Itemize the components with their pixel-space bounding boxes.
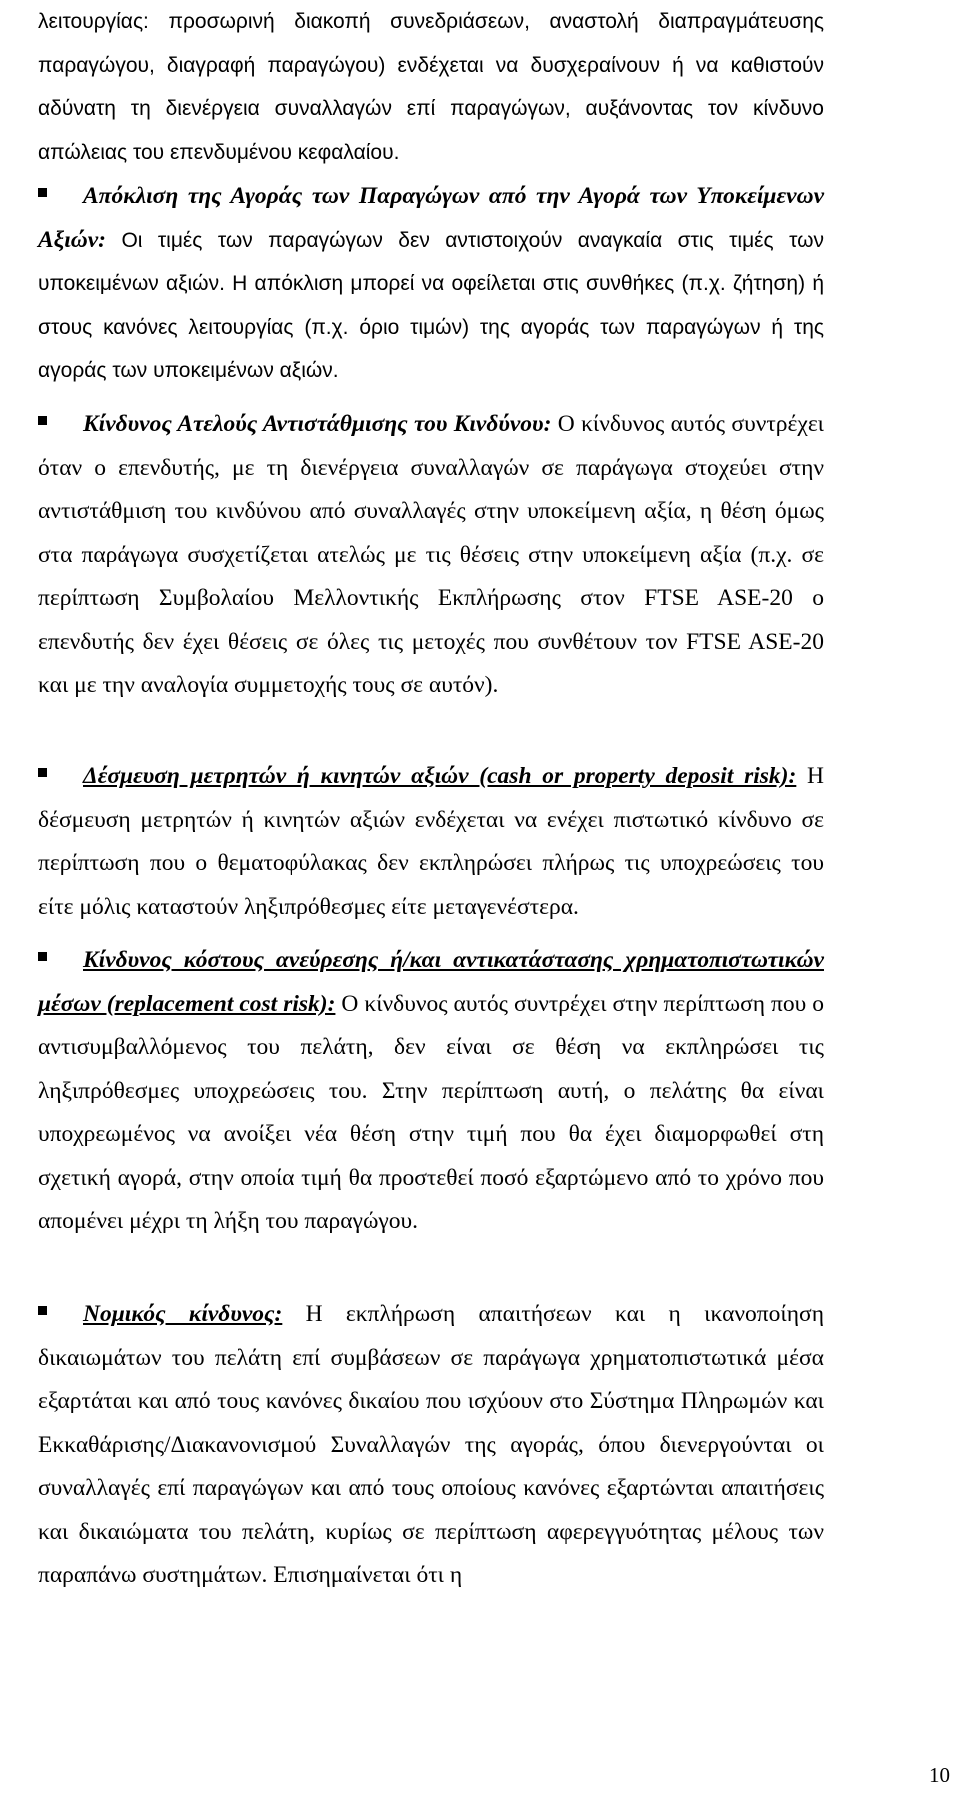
- list-item: [38, 175, 824, 393]
- intro-paragraph: λειτουργίας: προσωρινή διακοπή συνεδριάσεων, αναστολή διαπραγμάτευσης παραγώγου, διαγραφή παραγώγου) ενδέχεται να δυσχεραίνουν ή να καθιστούν αδύνατη τη διενέργεια συναλλαγών επί παραγώγων, αυξάνοντας τον κίνδυνο απώλειας του επενδυμένου κεφαλαίου.: [38, 10, 824, 164]
- list-item: [38, 755, 824, 929]
- item-body: Ο κίνδυνος αυτός συντρέχει όταν ο επενδυτής, με τη διενέργεια συναλλαγών σε παράγωγα στοχεύει στην αντιστάθμιση του κινδύνου από συναλλαγές στην υποκείμενη αξία, η θέση όμως στα παράγωγα συσχετίζεται ατελώς με τις θέσεις στην υποκείμενη αξία (π.χ. σε περίπτωση Συμβολαίου Μελλοντικής Εκπλήρωσης στον FTSE ASE-20 ο επενδυτής δεν έχει θέσεις σε όλες τις μετοχές που συνθέτουν τον FTSE ASE-20 και με την αναλογία συμμετοχής τους σε αυτόν).: [38, 411, 825, 698]
- item-body: Η εκπλήρωση απαιτήσεων και η ικανοποίηση δικαιωμάτων του πελάτη επί συμβάσεων σε παράγωγα χρηματοπιστωτικά μέσα εξαρτάται και από τους κανόνες δικαίου που ισχύουν στο Σύστημα Πληρωμών και Εκκαθάρισης/Διακανονισμού Συναλλαγών της αγοράς, όπου διενεργούνται οι συναλλαγές επί παραγώγων και από τους οποίους κανόνες εξαρτώνται απαιτήσεις και δικαιώματα του πελάτη, κυρίως σε περίπτωση αφερεγγυότητας μέλους των παραπάνω συστημάτων. Επισημαίνεται ότι η: [38, 1301, 824, 1588]
- item-heading: Κίνδυνος Ατελούς Αντιστάθμισης του Κινδύνου:: [83, 411, 552, 437]
- item-body: Οι τιμές των παραγώγων δεν αντιστοιχούν αναγκαία στις τιμές των υποκειμένων αξιών. Η απόκλιση μπορεί να οφείλεται στις συνθήκες (π.χ. ζήτηση) ή στους κανόνες λειτουργίας (π.χ. όριο τιμών) της αγοράς των παραγώγων ή της αγοράς των υποκειμένων αξιών.: [38, 228, 824, 382]
- item-heading: Νομικός κίνδυνος:: [83, 1301, 283, 1327]
- document-page: [38, 0, 824, 1800]
- item-heading: Δέσμευση μετρητών ή κινητών αξιών (cash or property deposit risk):: [83, 763, 797, 789]
- item-heading: Απόκλιση της Αγοράς των Παραγώγων από την Αγορά των Υποκείμενων Αξιών:: [38, 183, 824, 253]
- list-item: [38, 403, 824, 708]
- list-item: [38, 939, 824, 1244]
- list-item: [38, 1293, 824, 1598]
- item-heading: Κίνδυνος κόστους ανεύρεσης ή/και αντικατάστασης χρηματοπιστωτικών μέσων (replacement cost risk):: [38, 947, 824, 1017]
- item-body: Η δέσμευση μετρητών ή κινητών αξιών ενδέχεται να ενέχει πιστωτικό κίνδυνο σε περίπτωση που ο θεματοφύλακας δεν εκπληρώσει πλήρως τις υποχρεώσεις του είτε μόλις καταστούν ληξιπρόθεσμες είτε μεταγενέστερα.: [38, 763, 824, 920]
- page-number: 10: [929, 1763, 950, 1787]
- item-body: Ο κίνδυνος αυτός συντρέχει στην περίπτωση που ο αντισυμβαλλόμενος του πελάτη, δεν είναι σε θέση να εκπληρώσει τις ληξιπρόθεσμες υποχρεώσεις του. Στην περίπτωση αυτή, ο πελάτης θα είναι υποχρεωμένος να ανοίξει νέα θέση στην τιμή που θα έχει διαμορφωθεί στη σχετική αγορά, στην οποία τιμή θα προστεθεί ποσό εξαρτώμενο από το χρόνο που απομένει μέχρι τη λήξη του παραγώγου.: [38, 990, 824, 1234]
